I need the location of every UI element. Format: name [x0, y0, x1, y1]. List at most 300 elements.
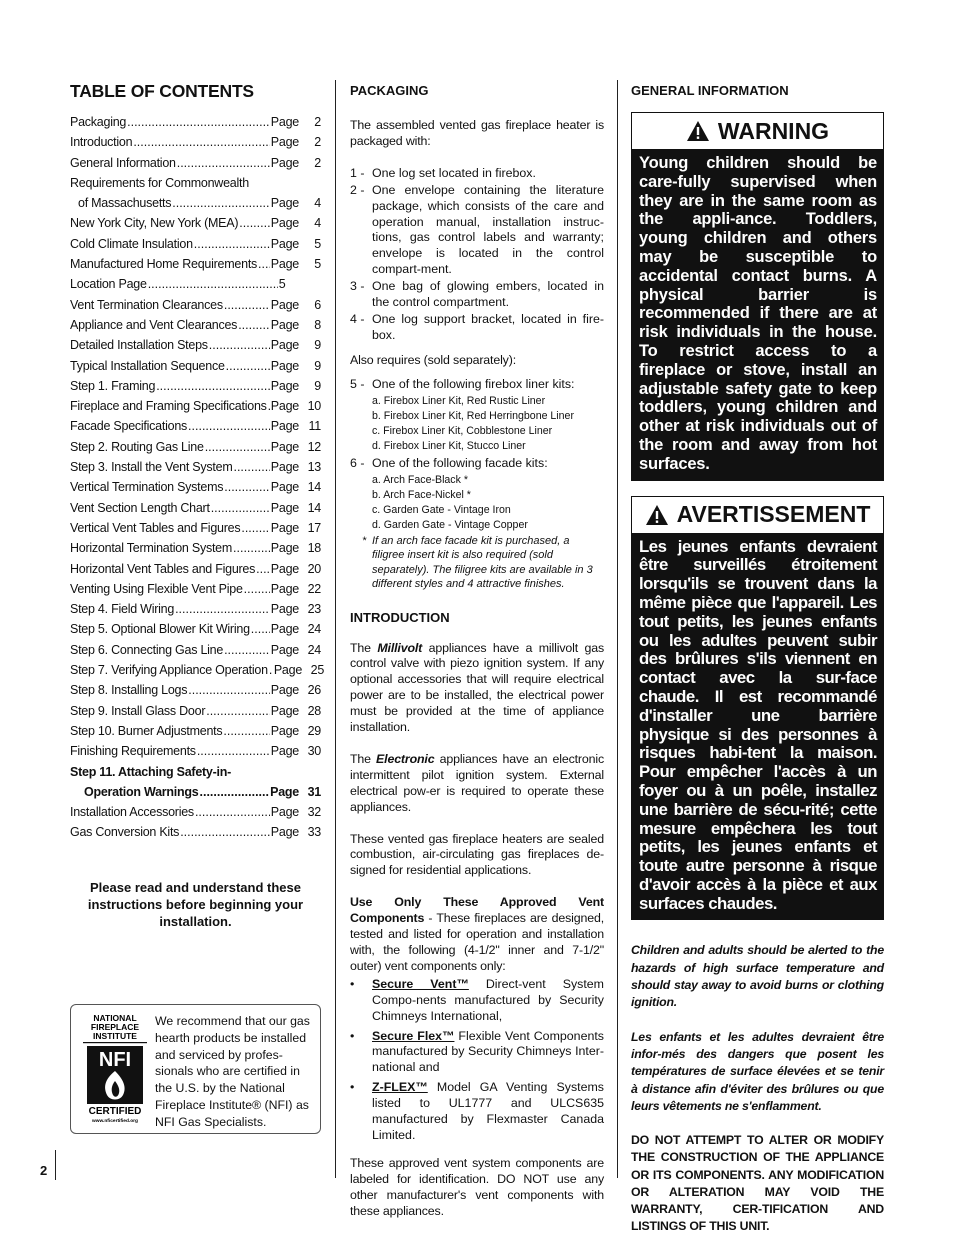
toc-page-number: 14 — [307, 500, 321, 515]
warning-header — [632, 113, 883, 149]
facade-options — [350, 473, 604, 533]
bullet-text — [372, 1029, 604, 1077]
toc-entry-label: New York City, New York (MEA) — [70, 216, 239, 231]
toc-entry[interactable] — [70, 680, 321, 700]
toc-page-number: 31 — [307, 784, 321, 799]
toc-page-number: 17 — [307, 520, 321, 535]
toc-page-word: Page — [270, 784, 299, 799]
toc-page-ref — [274, 660, 324, 680]
toc-entry-label: Facade Specifications — [70, 419, 188, 434]
toc-entry[interactable] — [70, 477, 321, 497]
toc-page-word: Page — [270, 602, 299, 617]
toc-page-ref — [271, 315, 321, 335]
toc-page-word: Page — [270, 683, 299, 698]
toc-page-word: Page — [270, 439, 299, 454]
toc-page-word: Page — [270, 744, 299, 759]
liner-option: c. Firebox Liner Kit, Cobblestone Liner — [372, 424, 553, 437]
item-number: 2 - — [350, 182, 365, 197]
packaging-intro-column — [350, 76, 604, 1231]
toc-page-word: Page — [270, 500, 299, 515]
toc-page-number: 2 — [314, 155, 321, 170]
toc-page-word: Page — [270, 520, 299, 535]
packaging-item — [350, 279, 604, 311]
nfi-recommendation-text: We recommend that our gas hearth products be installed and serviced by profes-sionals who are certified in the U.S. by the National Fireplace Institute® (NFI) as NFI Gas Specialists. — [155, 1014, 310, 1129]
toc-entry-label: Location Page — [70, 277, 147, 292]
toc-page-number: 20 — [307, 561, 321, 576]
toc-entry-label: Requirements for Commonwealth — [70, 175, 249, 190]
electronic-brand: Electronic — [376, 751, 435, 766]
avertissement-header — [632, 497, 883, 533]
toc-leader-dots — [233, 457, 269, 477]
toc-page-ref — [271, 559, 321, 579]
bullet-description: Model GA Venting Systems listed to UL1777 and ULCS635 manufactured by Flexmaster Canada Limited. — [372, 1080, 604, 1142]
toc-page-word: Page — [270, 378, 299, 393]
nfi-logo-line1: NATIONAL — [93, 1013, 137, 1023]
secure-flex-brand: Secure Flex™ — [372, 1028, 455, 1043]
toc-page-number: 22 — [307, 581, 321, 596]
toc-page-ref — [271, 153, 321, 173]
bullet-mark: • — [350, 1028, 355, 1043]
toc-page-number: 5 — [314, 257, 321, 272]
toc-page-number: 6 — [314, 297, 321, 312]
toc-entry-label: Horizontal Vent Tables and Figures — [70, 561, 256, 576]
warning-title: WARNING — [717, 117, 830, 144]
bullet-text — [372, 977, 604, 1025]
toc-entry-label: Vent Termination Clearances — [70, 297, 223, 312]
toc-entry-label: Cold Climate Insulation — [70, 236, 193, 251]
toc-entry[interactable] — [70, 822, 321, 842]
toc-page-ref — [271, 193, 321, 213]
vent-bullet — [350, 977, 604, 1025]
vent-bullet-list — [350, 977, 604, 1144]
toc-page-ref — [271, 599, 321, 619]
toc-page-word: Page — [270, 480, 299, 495]
vent-bullet — [350, 1029, 604, 1077]
toc-page-ref — [271, 680, 321, 700]
toc-entry[interactable] — [70, 538, 321, 558]
toc-entry-label: Step 8. Installing Logs — [70, 683, 188, 698]
item-text: One of the following facade kits: — [372, 455, 548, 470]
toc-page-number: 18 — [307, 541, 321, 556]
packaging-intro: The assembled vented gas fireplace heater is packaged with: — [350, 118, 604, 148]
toc-page-word: Page — [270, 216, 299, 231]
toc-entry-label: General Information — [70, 155, 176, 170]
toc-leader-dots — [148, 274, 278, 294]
toc-page-word: Page — [270, 338, 299, 353]
toc-page-number: 12 — [307, 439, 321, 454]
intro-millivolt — [350, 641, 604, 736]
toc-page-number: 2 — [314, 115, 321, 129]
toc-page-number: 5 — [314, 236, 321, 251]
toc-column — [70, 76, 325, 1129]
packaging-list — [350, 166, 604, 344]
toc-page-number: 10 — [307, 399, 321, 414]
toc-page-number: 9 — [314, 338, 321, 353]
toc-page-ref — [271, 416, 321, 436]
nfi-logo — [83, 1013, 147, 1125]
toc-page-ref — [271, 112, 321, 132]
column-divider-2 — [617, 80, 618, 1178]
item-number: 1 - — [350, 165, 365, 180]
toc-page-ref — [271, 234, 321, 254]
toc-entry[interactable] — [70, 112, 321, 132]
toc-page-ref — [271, 457, 321, 477]
toc-leader-dots — [251, 619, 270, 639]
toc-entry-label: Step 11. Attaching Safety-in- — [70, 764, 232, 779]
toc-entry[interactable] — [70, 234, 321, 254]
vent-bullet — [350, 1080, 604, 1144]
also-requires: Also requires (sold separately): — [350, 352, 516, 367]
toc-page-number: 4 — [314, 196, 321, 211]
z-flex-brand: Z-FLEX™ — [372, 1080, 428, 1095]
bullet-description: Flexible Vent Components manufactured by Security Chimneys Inter-national and — [372, 1028, 604, 1075]
toc-leader-dots — [223, 721, 269, 741]
secure-vent-brand: Secure Vent™ — [372, 976, 469, 991]
liner-option: b. Firebox Liner Kit, Red Herringbone Liner — [372, 409, 574, 422]
toc-entry-label: Manufactured Home Requirements — [70, 257, 258, 272]
toc-entry[interactable] — [70, 335, 321, 355]
nfi-logo-mark: NFI — [98, 1049, 132, 1071]
intro-text: appliances have a millivolt gas control valve with piezo ignition system. If any optional accessories that will require electrical power are to be installed, the electrical power must be provided at the time of appliance installation. — [350, 640, 605, 735]
toc-page-word: Page — [270, 642, 299, 657]
item-number: 3 - — [350, 279, 365, 294]
toc-leader-dots — [200, 782, 270, 802]
toc-page-ref — [271, 640, 321, 660]
packaging-item-5 — [350, 377, 604, 393]
toc-page-word: Page — [270, 541, 299, 556]
liner-option: a. Firebox Liner Kit, Red Rustic Liner — [372, 394, 546, 407]
toc-page-number: 9 — [314, 378, 321, 393]
nfi-logo-line2: FIREPLACE — [90, 1022, 140, 1032]
toc-leader-dots — [256, 559, 270, 579]
toc-page-word: Page — [270, 196, 299, 211]
toc-page-ref — [271, 213, 321, 233]
toc-entry[interactable] — [70, 376, 321, 396]
toc-page-word: Page — [270, 805, 299, 820]
toc-entry-label: Step 6. Connecting Gas Line — [70, 642, 224, 657]
toc-entry[interactable] — [70, 213, 321, 233]
toc-leader-dots — [244, 579, 270, 599]
toc-leader-dots — [241, 518, 269, 538]
approved-vent-text: - These fireplaces are designed, tested and listed for operation and installation with, the following (4-1/2" inner and 7-1/2" outer) vent components only: — [350, 911, 604, 973]
toc-entry[interactable] — [70, 640, 321, 660]
bullet-description: Direct-vent System Compo-nents manufactured by Security Chimneys International, — [372, 976, 604, 1023]
toc-leader-dots — [188, 416, 270, 436]
toc-leader-dots — [239, 213, 270, 233]
toc-page-word: Page — [270, 317, 299, 332]
toc-leader-dots — [224, 640, 270, 660]
toc-page-number: 29 — [307, 723, 321, 738]
toc-leader-dots — [172, 193, 270, 213]
toc-entry-label: Venting Using Flexible Vent Pipe — [70, 581, 243, 596]
item-number: 4 - — [350, 311, 365, 326]
toc-entry[interactable] — [70, 416, 321, 436]
toc-entry-label: Step 1. Framing — [70, 378, 156, 393]
toc-page-word: Page — [270, 723, 299, 738]
toc-page-ref — [271, 721, 321, 741]
toc-page-ref — [271, 498, 321, 518]
toc-page-ref — [271, 822, 321, 842]
toc-page-word: Page — [270, 561, 299, 576]
toc-entry-label: Step 7. Verifying Appliance Operation — [70, 663, 268, 678]
toc-entry-label: Installation Accessories — [70, 805, 194, 820]
toc-page-number: 4 — [314, 216, 321, 231]
toc-page-word: Page — [270, 703, 299, 718]
toc-leader-dots — [224, 295, 270, 315]
toc-entry-label: Finishing Requirements — [70, 744, 196, 759]
packaging-item — [350, 183, 604, 278]
toc-page-number: 23 — [307, 602, 321, 617]
approved-vent-components — [350, 895, 604, 975]
toc-page-ref — [271, 437, 321, 457]
toc-entry-label: Horizontal Termination System — [70, 541, 233, 556]
page-number: 2 — [40, 1163, 48, 1178]
toc-page-number: 32 — [307, 805, 321, 820]
toc-leader-dots — [209, 335, 270, 355]
nfi-logo-line3: INSTITUTE — [93, 1031, 137, 1041]
intro-text: appliances have an electronic intermittent pilot ignition system. External electrical pow-er is required to operate these appliances. — [350, 751, 605, 814]
toc-page-word: Page — [270, 399, 299, 414]
toc-leader-dots — [224, 477, 270, 497]
toc-entry[interactable] — [70, 274, 321, 294]
warning-box — [631, 112, 884, 481]
toc-entry[interactable] — [70, 173, 321, 193]
avertissement-text: Les jeunes enfants devraient être surveillés étroitement lorsqu'ils se trouvent dans la même pièce que l'appareil. Les tout petits, les jeunes enfants ou les adultes peuvent subir des brûlures s'ils viennent en contact avec la sur-face chaude. Il est recommandé d'installer une barrière physique si des personnes à risques habi-tent la maison. Pour empêcher l'accès à un foyer ou à un poêle, installez une barrière de sécu-rité; cette mesure empêchera les tout petits, les jeunes enfants et toute autre personne à risque d'avoir accès à la pièce et aux surfaces chaudes. — [632, 533, 883, 920]
toc-entry[interactable] — [70, 782, 321, 802]
toc-page-number: 13 — [307, 460, 321, 475]
toc-page-word: Page — [270, 825, 299, 840]
toc-page-word: Page — [270, 115, 299, 129]
toc-entry-label: Appliance and Vent Clearances — [70, 317, 238, 332]
toc-entry[interactable] — [70, 457, 321, 477]
toc-entry-label: Step 3. Install the Vent System — [70, 460, 233, 475]
warning-triangle-icon — [686, 120, 710, 142]
introduction-heading: INTRODUCTION — [350, 609, 450, 625]
toc-page-ref — [271, 396, 321, 416]
toc-page-ref — [271, 518, 321, 538]
intro-electronic — [350, 752, 604, 816]
toc-page-word: Page — [270, 155, 299, 170]
toc-page-ref — [271, 538, 321, 558]
toc-entry[interactable] — [70, 254, 321, 274]
toc-entry[interactable] — [70, 356, 321, 376]
toc-entry-label: Vertical Vent Tables and Figures — [70, 520, 241, 535]
toc-leader-dots — [268, 396, 270, 416]
toc-entry-label: Step 2. Routing Gas Line — [70, 439, 204, 454]
general-info-heading: GENERAL INFORMATION — [631, 83, 789, 98]
page-edge-rule — [55, 1150, 56, 1180]
toc-page-ref — [271, 254, 321, 274]
toc-leader-dots — [226, 356, 270, 376]
toc-page-word: Page — [270, 622, 299, 637]
toc-page-number: 5 — [278, 277, 286, 292]
toc-page-ref — [271, 356, 321, 376]
toc-page-number: 33 — [307, 825, 321, 840]
note-text: If an arch face facade kit is purchased, a filigree insert kit is also required (sold separately). The filigree kits are available in 3 different styles and 4 attractive finishes. — [372, 534, 593, 590]
toc-entry-label: Step 5. Optional Blower Kit Wiring — [70, 622, 250, 637]
facade-option: c. Garden Gate - Vintage Iron — [372, 503, 511, 516]
avertissement-title: AVERTISSEMENT — [676, 501, 871, 528]
toc-entry[interactable] — [70, 498, 321, 518]
burn-alert-french: Les enfants et les adultes devraient être infor-més des dangers que posent les températures de surface élevées et se tenir à distance afin d'éviter des brûlures ou que leurs vêtements ne s'enflamment. — [631, 1029, 884, 1113]
warning-text: Young children should be care-fully supervised when they are in the same room as the appli-ance. Toddlers, young children and others may be susceptible to accidental contact burns. A physical barrier is recommended if there are at risk individuals in the house. To restrict access to a fireplace or stove, install an adjustable safety gate to keep toddlers, young children and other at risk individuals out of the room and away from hot surfaces. — [632, 149, 883, 480]
toc-page-word: Page — [270, 236, 299, 251]
toc-leader-dots — [258, 254, 270, 274]
toc-page-word: Page — [270, 257, 299, 272]
toc-page-ref — [271, 376, 321, 396]
toc-entry-label: Detailed Installation Steps — [70, 338, 208, 353]
toc-page-word: Page — [270, 419, 299, 434]
toc-page-number: 24 — [307, 642, 321, 657]
toc-entry[interactable] — [70, 762, 321, 782]
toc-entry-label: Vent Section Length Chart — [70, 500, 210, 515]
toc-page-ref — [271, 335, 321, 355]
toc-page-ref — [271, 802, 321, 822]
bullet-mark: • — [350, 1080, 355, 1095]
column-divider-1 — [335, 80, 336, 1178]
toc-leader-dots — [133, 132, 269, 152]
item-number: 5 - — [350, 376, 365, 391]
toc-entry[interactable] — [70, 193, 321, 213]
item-text: One envelope containing the literature package, which consists of the care and operation manual, installation instruc-tions, gas control labels and warranty; envelope is located in the control compart-ment. — [372, 182, 604, 277]
warning-triangle-icon — [645, 504, 669, 526]
toc-leader-dots — [175, 599, 270, 619]
toc-entry[interactable] — [70, 599, 321, 619]
do-not-modify-caution: DO NOT ATTEMPT TO ALTER OR MODIFY THE CONSTRUCTION OF THE APPLIANCE OR ITS COMPONENTS. ANY MODIFICATION OR ALTERATION MAY VOID THE WARRANTY, CER-TIFICATION AND LISTINGS OF THIS UNIT. — [631, 1133, 884, 1234]
toc-leader-dots — [177, 153, 270, 173]
toc-entry[interactable] — [70, 315, 321, 335]
toc-entry-label: Step 4. Field Wiring — [70, 602, 175, 617]
toc-leader-dots — [197, 741, 270, 761]
toc-page-word: Page — [273, 663, 303, 678]
liner-option: d. Firebox Liner Kit, Stucco Liner — [372, 439, 526, 452]
toc-entry-label: Step 10. Burner Adjustments — [70, 723, 223, 738]
toc-page-word: Page — [270, 358, 299, 373]
toc-entry[interactable] — [70, 396, 321, 416]
intro-text: The — [350, 751, 371, 766]
toc-entry-label: of Massachusetts — [78, 196, 172, 211]
toc-entry-label: Vertical Termination Systems — [70, 480, 224, 495]
toc-page-number: 9 — [314, 358, 321, 373]
toc-leader-dots — [269, 660, 273, 680]
toc-entry[interactable] — [70, 132, 321, 152]
toc-entry[interactable] — [70, 802, 321, 822]
toc-page-ref — [271, 477, 321, 497]
toc-page-number: 14 — [307, 480, 321, 495]
toc-leader-dots — [211, 498, 270, 518]
toc-entry[interactable] — [70, 619, 321, 639]
toc-leader-dots — [194, 234, 270, 254]
toc-entry-label: Typical Installation Sequence — [70, 358, 225, 373]
nfi-logo-certified: CERTIFIED — [88, 1106, 142, 1117]
bullet-mark: • — [350, 976, 355, 991]
facade-option: b. Arch Face-Nickel * — [372, 488, 471, 501]
nfi-logo-url: www.nficertified.org — [92, 1119, 138, 1124]
item-text: One of the following firebox liner kits: — [372, 376, 575, 391]
toc-entry[interactable] — [70, 741, 321, 761]
toc-entry[interactable] — [70, 721, 321, 741]
toc-entry[interactable] — [70, 518, 321, 538]
filigree-note — [350, 534, 604, 592]
item-number: 6 - — [350, 455, 365, 470]
toc-entry[interactable] — [70, 153, 321, 173]
toc-page-ref — [271, 741, 321, 761]
liner-options — [350, 394, 604, 454]
item-text: One bag of glowing embers, located in the control compartment. — [372, 279, 604, 310]
toc-entry-label: Fireplace and Framing Specifications — [70, 399, 267, 414]
toc-page-number: 8 — [314, 317, 321, 332]
bullet-text — [372, 1080, 604, 1144]
packaging-item — [350, 166, 604, 182]
general-info-column — [631, 76, 884, 1248]
item-text: One log support bracket, located in fire-box. — [372, 311, 604, 342]
toc-leader-dots — [205, 437, 270, 457]
toc-leader-dots — [156, 376, 270, 396]
toc-leader-dots — [188, 680, 270, 700]
toc-page-number: 24 — [307, 622, 321, 637]
item-text: One log set located in firebox. — [372, 165, 536, 180]
burn-alert-english: Children and adults should be alerted to the hazards of high surface temperature and should stay away to avoid burns or clothing ignition. — [631, 943, 884, 1010]
millivolt-brand: Millivolt — [377, 640, 423, 655]
toc-entry-label: Step 9. Install Glass Door — [70, 703, 206, 718]
toc-entry[interactable] — [70, 437, 321, 457]
intro-text: The — [350, 640, 371, 655]
toc-leader-dots — [195, 802, 270, 822]
toc-page-word: Page — [270, 581, 299, 596]
toc-leader-dots — [206, 701, 270, 721]
labeled-components-note: These approved vent system components are labeled for identification. DO NOT use any other manufacturer's vent components with these appliances. — [350, 1155, 604, 1218]
nfi-certification-box — [70, 1004, 321, 1134]
toc-page-ref — [271, 619, 321, 639]
toc-entry[interactable] — [70, 559, 321, 579]
toc-page-number: 25 — [310, 663, 325, 678]
toc-page-ref — [271, 579, 321, 599]
toc-entry[interactable] — [70, 660, 325, 680]
toc-leader-dots — [127, 112, 270, 132]
packaging-heading: PACKAGING — [350, 83, 429, 98]
toc-entry-label: Operation Warnings — [84, 784, 199, 799]
facade-option: d. Garden Gate - Vintage Copper — [372, 518, 528, 531]
toc-page-ref — [271, 295, 321, 315]
facade-option: a. Arch Face-Black * — [372, 473, 468, 486]
toc-page-word: Page — [270, 297, 299, 312]
toc-page-word: Page — [270, 135, 299, 150]
toc-page-ref — [279, 274, 286, 294]
toc-entry[interactable] — [70, 701, 321, 721]
toc-leader-dots — [238, 315, 270, 335]
toc-leader-dots — [180, 822, 270, 842]
toc-page-ref — [271, 701, 321, 721]
toc-entry[interactable] — [70, 579, 321, 599]
toc-entry[interactable] — [70, 295, 321, 315]
toc-page-number: 2 — [314, 135, 321, 150]
toc-page-number: 11 — [308, 419, 321, 434]
toc-list — [70, 112, 325, 843]
approved-vent-heading: Use Only These Approved Vent Components — [350, 895, 604, 926]
toc-title: TABLE OF CONTENTS — [70, 81, 254, 101]
read-instructions-notice: Please read and understand these instructions before beginning your installation. — [87, 879, 304, 929]
toc-entry-label: Packaging — [70, 115, 127, 129]
toc-page-ref — [271, 132, 321, 152]
toc-page-word: Page — [270, 460, 299, 475]
avertissement-box — [631, 496, 884, 921]
toc-page-ref — [270, 782, 321, 802]
toc-leader-dots — [233, 538, 270, 558]
toc-page-number: 30 — [307, 744, 321, 759]
toc-page-number: 26 — [307, 683, 321, 698]
toc-page-number: 28 — [307, 703, 321, 718]
toc-entry-label: Gas Conversion Kits — [70, 825, 180, 840]
